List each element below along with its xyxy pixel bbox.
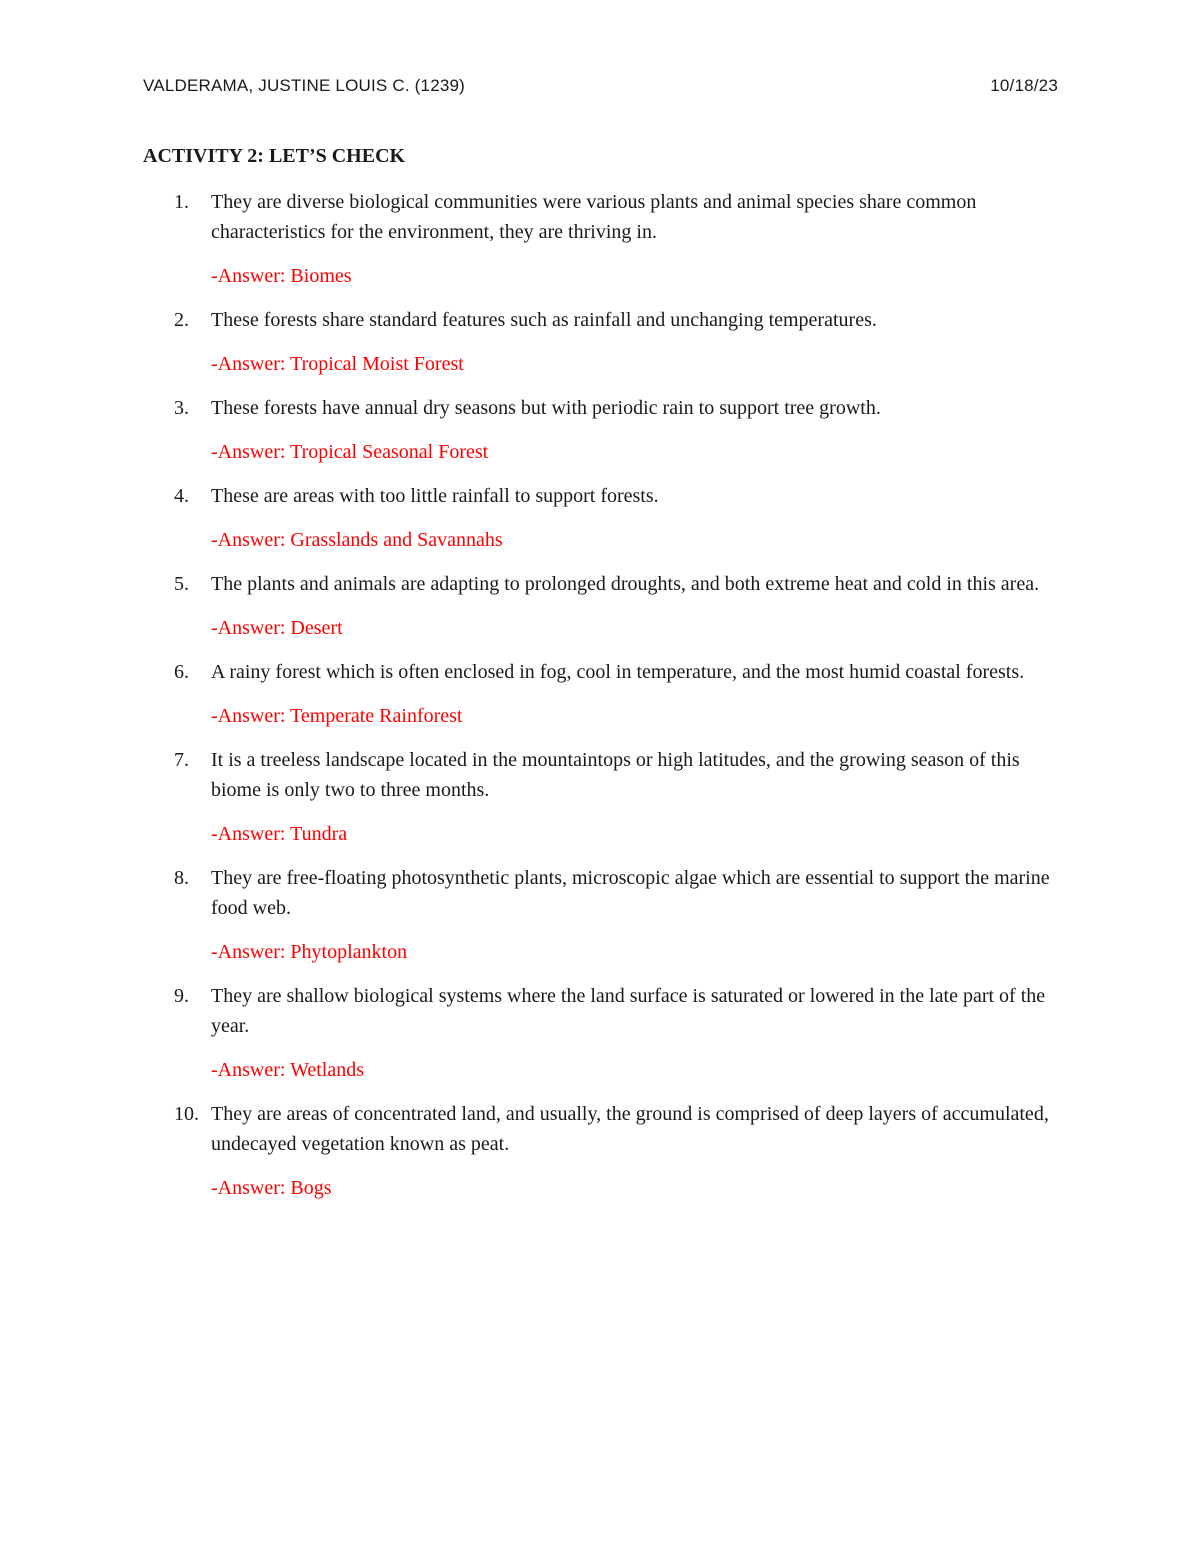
answer-text: -Answer: Tundra <box>211 823 348 845</box>
question-text: It is a treeless landscape located in the mountaintops or high latitudes, and the growing season of this biome is only two to three months. <box>211 749 1020 801</box>
question-text: They are diverse biological communities were various plants and animal species share common characteristics for the environment, they are thriving in. <box>211 191 977 243</box>
question-number: 3. <box>174 397 189 419</box>
question-item-7 <box>143 745 1063 849</box>
question-text: A rainy forest which is often enclosed in fog, cool in temperature, and the most humid coastal forests. <box>211 661 1025 683</box>
answer-text: -Answer: Tropical Moist Forest <box>211 353 464 375</box>
question-number: 1. <box>174 191 189 213</box>
question-number: 10. <box>174 1103 199 1125</box>
question-list <box>143 187 1063 1203</box>
answer-text: -Answer: Temperate Rainforest <box>211 705 463 727</box>
question-number: 6. <box>174 661 189 683</box>
question-number: 8. <box>174 867 189 889</box>
question-item-4 <box>143 481 1063 555</box>
answer-text: -Answer: Desert <box>211 617 343 639</box>
question-item-6 <box>143 657 1063 731</box>
question-number: 9. <box>174 985 189 1007</box>
answer-text: -Answer: Wetlands <box>211 1059 364 1081</box>
question-number: 2. <box>174 309 189 331</box>
answer-text: -Answer: Phytoplankton <box>211 941 408 963</box>
question-number: 4. <box>174 485 189 507</box>
question-text: They are shallow biological systems where the land surface is saturated or lowered in the late part of the year. <box>211 985 1046 1037</box>
answer-text: -Answer: Tropical Seasonal Forest <box>211 441 489 463</box>
answer-text: -Answer: Biomes <box>211 265 352 287</box>
question-item-8 <box>143 863 1063 967</box>
student-name: VALDERAMA, JUSTINE LOUIS C. (1239) <box>143 76 466 95</box>
question-text: They are free-floating photosynthetic plants, microscopic algae which are essential to support the marine food web. <box>211 867 1050 919</box>
question-number: 7. <box>174 749 189 771</box>
activity-title: ACTIVITY 2: LET’S CHECK <box>143 145 406 167</box>
answer-text: -Answer: Grasslands and Savannahs <box>211 529 503 551</box>
question-item-5 <box>143 569 1063 643</box>
question-text: They are areas of concentrated land, and usually, the ground is comprised of deep layers of accumulated, undecayed vegetation known as peat. <box>211 1103 1049 1155</box>
question-text: The plants and animals are adapting to prolonged droughts, and both extreme heat and cold in this area. <box>211 573 1040 595</box>
question-text: These forests have annual dry seasons but with periodic rain to support tree growth. <box>211 397 881 419</box>
question-item-10 <box>143 1099 1063 1203</box>
document-date: 10/18/23 <box>990 76 1058 95</box>
question-item-9 <box>143 981 1063 1085</box>
answer-text: -Answer: Bogs <box>211 1177 332 1199</box>
question-number: 5. <box>174 573 189 595</box>
question-item-3 <box>143 393 1063 467</box>
question-text: These are areas with too little rainfall to support forests. <box>211 485 659 507</box>
page-header <box>143 72 1058 102</box>
question-item-2 <box>143 305 1063 379</box>
document-body <box>143 142 1063 1217</box>
question-item-1 <box>143 187 1063 291</box>
question-text: These forests share standard features such as rainfall and unchanging temperatures. <box>211 309 877 331</box>
